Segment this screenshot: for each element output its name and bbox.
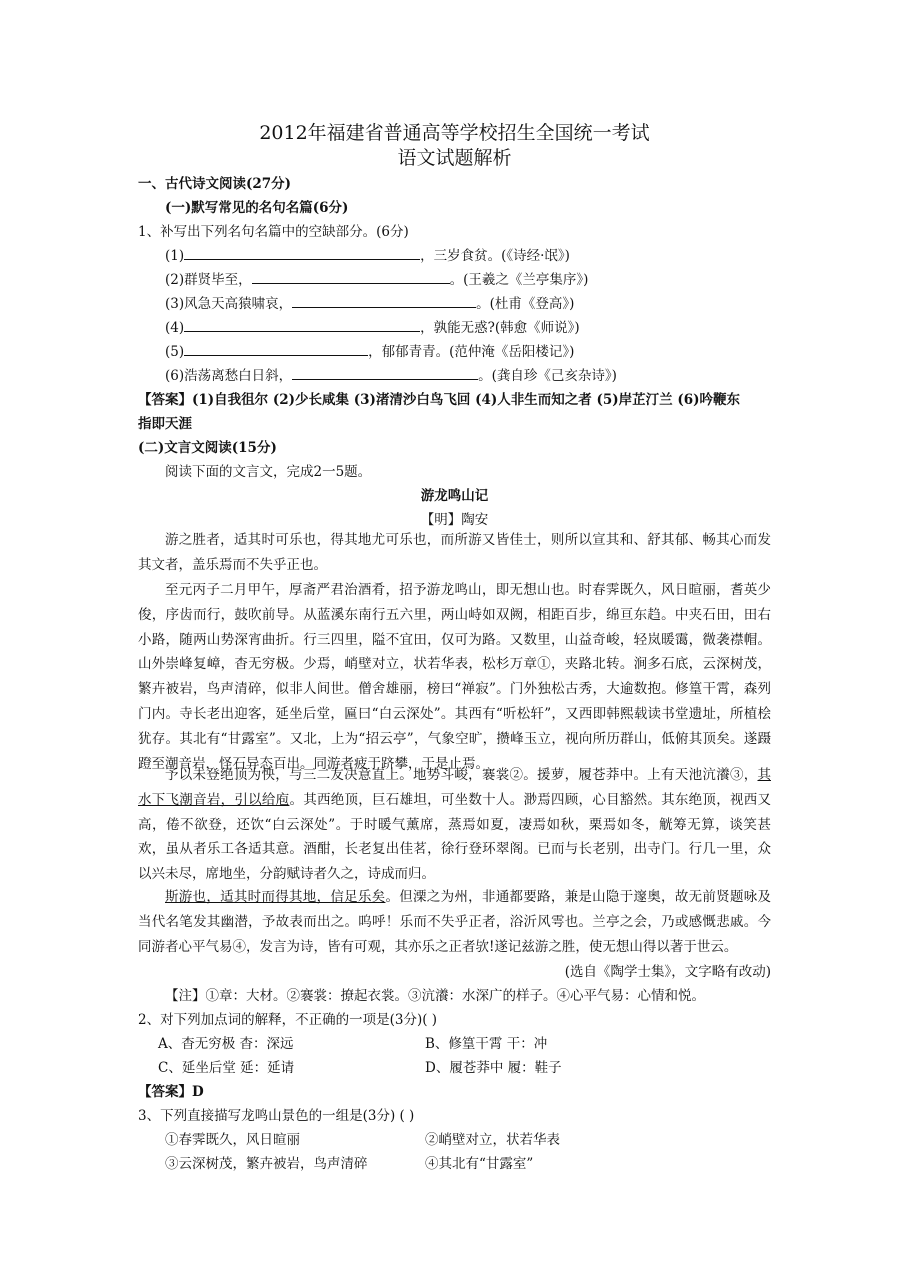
sub1-heading: (一)默写常见的名句名篇(6分) (165, 200, 349, 216)
essay-paragraph-1: 游之胜者，适其时可乐也，得其地尤可乐也，而所游又皆佳士，则所以宣其和、舒其郁、畅其心而发其文者，盖乐焉而不失乎正也。 (138, 532, 771, 573)
sub2-heading: (二)文言文阅读(15分) (138, 440, 277, 456)
section1-heading: 一、古代诗文阅读(27分) (138, 176, 292, 192)
essay-author: 【明】陶安 (420, 512, 489, 528)
essay-notes: 【注】①章：大材。②褰裳：撩起衣裳。③沆瀁：水深广的样子。④心平气易：心情和悦。 (165, 988, 705, 1004)
q1-item-3 (165, 292, 574, 312)
q1-answer: 【答案】(1)自我徂尔 (2)少长咸集 (3)渚清沙白鸟飞回 (4)人非生而知之者 (5)岸芷汀兰 (6)吟鞭东 (138, 392, 741, 408)
essay-paragraph-3 (138, 763, 771, 887)
q3-option-1: ①春霁既久，风日暄丽 (165, 1132, 300, 1148)
item-text: ，郁郁青青。(范仲淹《岳阳楼记》) (368, 344, 575, 360)
answer-blank (184, 319, 420, 332)
answer-blank (252, 271, 450, 284)
exam-subtitle: 语文试题解析 (397, 147, 512, 169)
q2-answer: 【答案】D (138, 1084, 204, 1100)
q1-item-2 (165, 268, 588, 288)
q2-option-c: C、延坐后堂 延：延请 (158, 1060, 295, 1076)
item-text: 。(杜甫《登高》) (476, 296, 575, 312)
q3-option-4: ④其北有“甘露室” (425, 1156, 534, 1172)
q2-option-a: A、杳无穷极 杳：深远 (158, 1036, 294, 1052)
item-number: (1) (165, 248, 185, 264)
essay-title: 游龙鸣山记 (420, 488, 489, 504)
q2-option-b: B、修篁干霄 干：冲 (425, 1036, 548, 1052)
exam-title: 2012年福建省普通高等学校招生全国统一考试 (259, 122, 650, 144)
item-number: (5) (165, 344, 185, 360)
q3-option-3: ③云深树茂，繁卉被岩，鸟声清碎 (165, 1156, 368, 1172)
essay-paragraph-2: 至元丙子二月甲午，厚斋严君治酒肴，招予游龙鸣山，即无想山也。时春霁既久，风日暄丽，耆英少俊，序齿而行，鼓吹前导。从蓝溪东南行五六里，两山峙如双阙，相距百步，绵亘东趋。中夹石田，田右小路，随两山势深宵曲折。行三四里，隘不宜田，仅可为路。又数里，山益奇峻，轻岚暖霭，微袭襟帽。山外崇峰复嶂，杳无穷极。少焉，峭壁对立，状若华表，松杉万章①，夹路北转。涧多石底，云深树茂，繁卉被岩，鸟声清碎，似非人间世。僧舍雄丽，榜曰“禅寂”。门外独松古秀，大逾数抱。修篁干霄，森列门内。寺长老出迎客，延坐后堂，匾曰“白云深处”。其西有“听松轩”，又西即韩熙载读书堂遗址，所植桧犹存。其北有“甘露室”。又北，上为“招云亭”，气象空旷，攒峰玉立，视向所历群山，低俯其顶矣。遂蹑蹬至潮音岩，怪石异态百出。同游者疲于跻攀，于是止焉。 (138, 582, 771, 772)
q1-item-6 (165, 364, 617, 384)
q1-item-4 (165, 316, 580, 336)
item-text: 。(王羲之《兰亭集序》) (449, 272, 589, 288)
item-text: ，三岁食贫。(《诗经·氓》) (420, 248, 570, 264)
q3-stem: 3、下列直接描写龙鸣山景色的一组是(3分) ( ) (138, 1108, 415, 1124)
q1-stem: 1、补写出下列名句名篇中的空缺部分。(6分) (138, 224, 409, 240)
item-text: 。(龚自珍《己亥杂诗》) (478, 368, 617, 384)
para-text: 予以未登绝顶为怏，与三二友决意直上。地势斗峻，褰裳②。援萝，履苍莽中。上有天池沆瀁③， (165, 767, 758, 783)
essay-paragraph-4 (138, 885, 771, 959)
item-text: ，孰能无惑?(韩愈《师说》) (420, 320, 580, 336)
q1-answer-cont: 指即天涯 (138, 416, 192, 432)
q2-option-d: D、履苍莽中 履：鞋子 (425, 1060, 562, 1076)
underlined-sentence: 其水下飞潮音岩，引以给庖 (138, 767, 771, 808)
item-number: (4) (165, 320, 185, 336)
para-text: 。其西绝顶，巨石雄坦，可坐数十人。渺焉四顾，心目豁然。其东绝顶，视西又高，倦不欲登，还饮“白云深处”。于时暖气薰席，蒸焉如夏，凄焉如秋，栗焉如冬，觥筹无算，谈笑甚欢，虽从者乐工各适其意。酒酣，长老复出佳茗，徐行登环翠阁。已而与长老别，出寺门。行几一里，众以兴未尽，席地坐，分韵赋诗者久之，诗成而归。 (138, 791, 772, 883)
underlined-sentence: 斯游也，适其时而得其地，信足乐矣 (165, 889, 386, 905)
answer-blank (184, 247, 420, 260)
q1-item-1 (165, 244, 570, 264)
item-number: (2)群贤毕至， (165, 272, 252, 288)
answer-blank (292, 295, 476, 308)
q2-stem: 2、对下列加点词的解释，不正确的一项是(3分)( ) (138, 1012, 438, 1028)
para-text: 。但溧之为州，非通都要路，兼是山隐于邃奥，故无前贤题咏及当代名笔发其幽潜，予故表而出之。呜呼！乐而不失乎正者，浴沂风雩也。兰亭之会，乃或感慨悲戚。今同游者心平气易④，发言为诗，皆有可观，其亦乐之正者欤!遂记兹游之胜，使无想山得以著于世云。 (138, 889, 772, 955)
reading-intro: 阅读下面的文言文，完成2一5题。 (165, 464, 372, 480)
answer-blank (184, 343, 368, 356)
item-number: (6)浩荡离愁白日斜， (165, 368, 293, 384)
q1-item-5 (165, 340, 574, 360)
item-number: (3)风急天高猿啸哀， (165, 296, 293, 312)
answer-blank (292, 367, 478, 380)
essay-source: (选自《陶学士集》，文字略有改动) (564, 964, 771, 980)
q3-option-2: ②峭壁对立，状若华表 (425, 1132, 560, 1148)
